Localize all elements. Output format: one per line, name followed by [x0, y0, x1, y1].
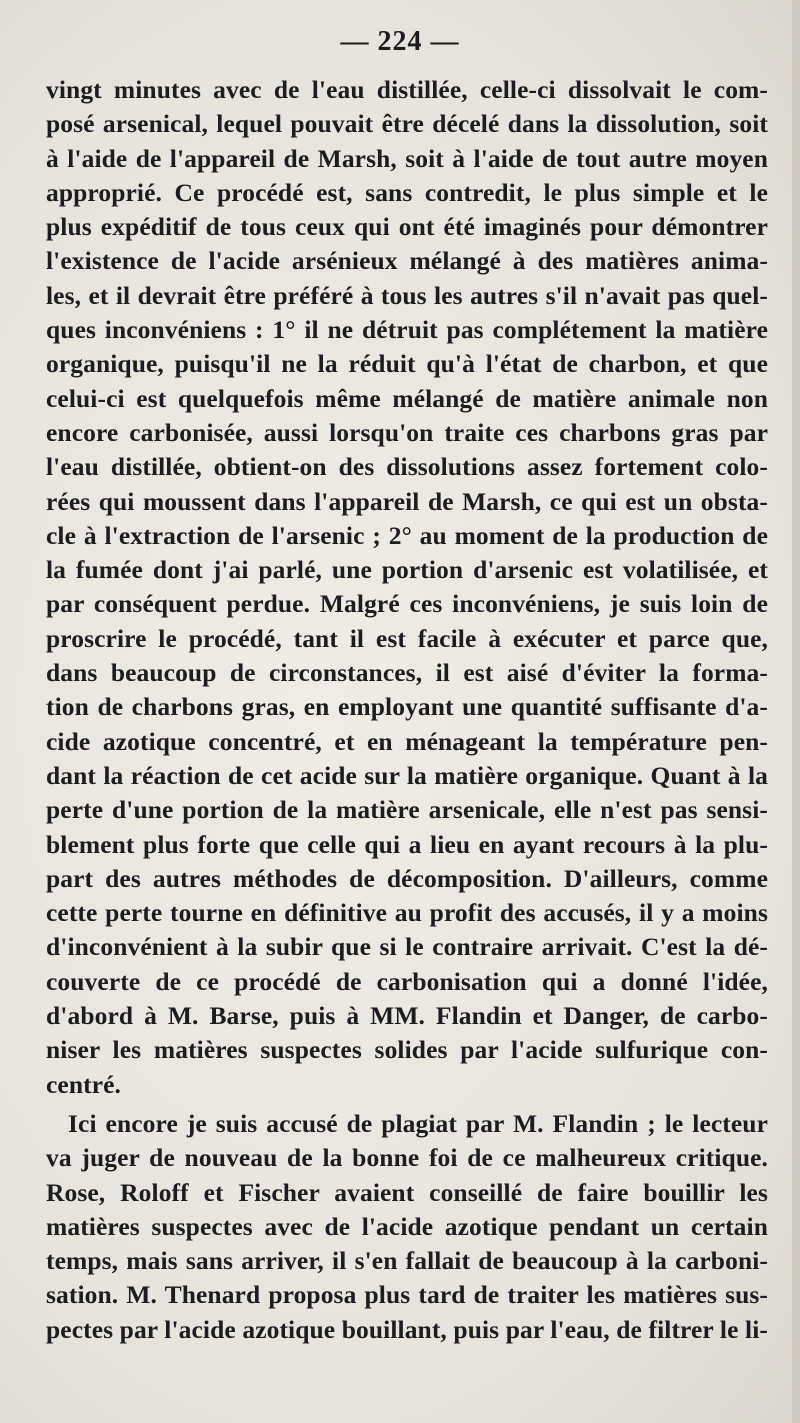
- text-line: blement plus forte que celle qui a lieu en ayant recours à la plu-: [46, 829, 768, 859]
- text-line: proscrire le procédé, tant il est facile à exécuter et parce que,: [46, 623, 768, 653]
- text-line: va juger de nouveau de la bonne foi de ce malheureux critique.: [46, 1143, 768, 1173]
- text-line: matières suspectes avec de l'acide azotique pendant un certain: [46, 1211, 768, 1241]
- text-line: organique, puisqu'il ne la réduit qu'à l'état de charbon, et que: [46, 349, 768, 379]
- page-number: — 224 —: [340, 26, 460, 57]
- text-line: posé arsenical, lequel pouvait être décelé dans la dissolution, soit: [46, 109, 768, 139]
- text-line: part des autres méthodes de décomposition. D'ailleurs, comme: [46, 863, 768, 893]
- text-line: approprié. Ce procédé est, sans contredit, le plus simple et le: [46, 177, 768, 207]
- text-line: celui-ci est quelquefois même mélangé de matière animale non: [46, 383, 768, 413]
- text-line: la fumée dont j'ai parlé, une portion d'arsenic est volatilisée, et: [46, 555, 768, 585]
- text-line: Rose, Roloff et Fischer avaient conseillé de faire bouillir les: [46, 1177, 768, 1207]
- text-line: par conséquent perdue. Malgré ces inconvéniens, je suis loin de: [46, 589, 768, 619]
- text-line: d'inconvénient à la subir que si le contraire arrivait. C'est la dé-: [46, 932, 768, 962]
- text-line: ques inconvéniens : 1° il ne détruit pas complétement la matière: [46, 315, 768, 345]
- text-line: pectes par l'acide azotique bouillant, puis par l'eau, de filtrer le li-: [46, 1314, 768, 1344]
- text-line: plus expéditif de tous ceux qui ont été imaginés pour démontrer: [46, 212, 768, 242]
- text-line: perte d'une portion de la matière arsenicale, elle n'est pas sensi-: [46, 795, 768, 825]
- text-line: dant la réaction de cet acide sur la matière organique. Quant à la: [46, 760, 768, 790]
- text-line: Ici encore je suis accusé de plagiat par M. Flandin ; le lecteur: [68, 1108, 768, 1138]
- text-line: dans beaucoup de circonstances, il est aisé d'éviter la forma-: [46, 658, 768, 688]
- text-line: encore carbonisée, aussi lorsqu'on traite ces charbons gras par: [46, 417, 768, 447]
- text-line: cette perte tourne en définitive au profit des accusés, il y a moins: [46, 898, 768, 928]
- text-line: vingt minutes avec de l'eau distillée, celle-ci dissolvait le com-: [46, 75, 768, 104]
- text-line: l'existence de l'acide arsénieux mélangé à des matières anima-: [46, 246, 768, 276]
- text-line: l'eau distillée, obtient-on des dissolutions assez fortement colo-: [46, 452, 768, 482]
- text-line: tion de charbons gras, en employant une quantité suffisante d'a-: [46, 692, 768, 722]
- text-line: cide azotique concentré, et en ménageant la température pen-: [46, 726, 768, 756]
- text-line: rées qui moussent dans l'appareil de Marsh, ce qui est un obsta-: [46, 486, 768, 516]
- text-line: niser les matières suspectes solides par l'acide sulfurique con-: [46, 1035, 768, 1065]
- body-text: [46, 73, 768, 1347]
- text-line: d'abord à M. Barse, puis à MM. Flandin et Danger, de carbo-: [46, 1001, 768, 1031]
- text-line: à l'aide de l'appareil de Marsh, soit à l'aide de tout autre moyen: [46, 143, 768, 173]
- text-line: les, et il devrait être préféré à tous les autres s'il n'avait pas quel-: [46, 280, 768, 310]
- text-line: cle à l'extraction de l'arsenic ; 2° au moment de la production de: [46, 520, 768, 550]
- text-line: couverte de ce procédé de carbonisation qui a donné l'idée,: [46, 966, 768, 996]
- text-line: temps, mais sans arriver, il s'en fallait de beaucoup à la carboni-: [46, 1246, 768, 1276]
- binding-edge: [792, 0, 800, 1423]
- text-line: centré.: [46, 1069, 122, 1099]
- text-line: sation. M. Thenard proposa plus tard de traiter les matières sus-: [46, 1280, 768, 1310]
